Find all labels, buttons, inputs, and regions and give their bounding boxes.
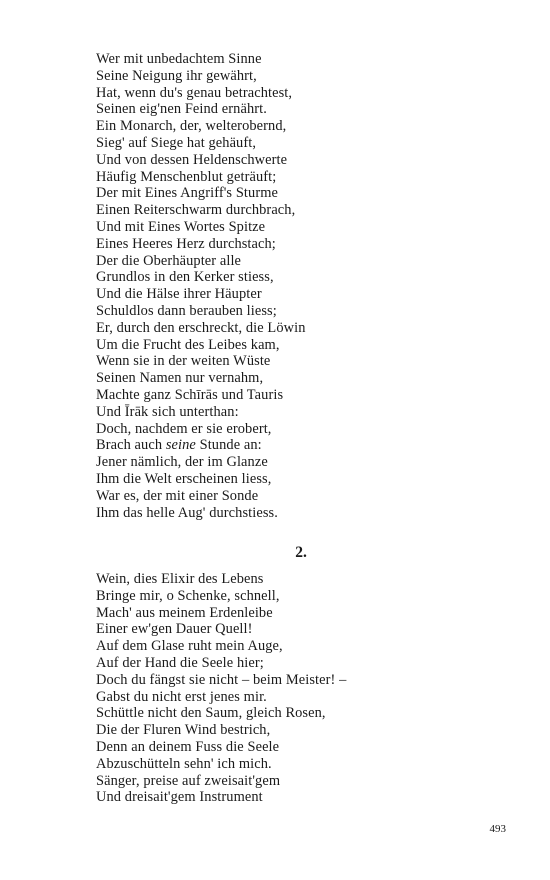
verse-line: Ein Monarch, der, welterobernd, — [96, 118, 287, 135]
verse-line: Sänger, preise auf zweisait'gem — [96, 772, 281, 789]
verse-line: Sieg' auf Siege hat gehäuft, — [96, 134, 257, 151]
verse-line: Wein, dies Elixir des Lebens — [96, 571, 264, 587]
verse-line: Mach' aus meinem Erdenleibe — [96, 604, 273, 621]
verse-line: Wenn sie in der weiten Wüste — [96, 353, 271, 370]
verse-line: Ihm das helle Aug' durchstiess. — [96, 504, 278, 521]
verse-line: Auf dem Glase ruht mein Auge, — [96, 638, 283, 655]
verse-line: Bringe mir, o Schenke, schnell, — [96, 587, 280, 604]
section-number: 2. — [295, 544, 307, 561]
verse-line: Ihm die Welt erscheinen liess, — [96, 470, 272, 487]
verse-line: Der die Oberhäupter alle — [96, 252, 242, 269]
verse-text: Stunde an: — [195, 437, 262, 454]
verse-line: Schuldlos dann berauben liess; — [96, 302, 277, 319]
verse-line: Doch du fängst sie nicht – beim Meister! – — [96, 671, 347, 688]
emphasized-word: seine — [165, 437, 196, 454]
verse-line: Und von dessen Heldenschwerte — [96, 151, 288, 168]
verse-line: Grundlos in den Kerker stiess, — [96, 269, 274, 286]
verse-text: Brach auch — [96, 437, 166, 454]
verse-line — [96, 437, 496, 454]
verse-line: Einen Reiterschwarm durchbrach, — [96, 202, 296, 219]
verse-line: Jener nämlich, der im Glanze — [96, 454, 268, 471]
verse-line: Die der Fluren Wind bestrich, — [96, 722, 271, 739]
verse-line: Gabst du nicht erst jenes mir. — [96, 688, 267, 705]
verse-line: Und Īrāk sich unterthan: — [96, 403, 239, 420]
verse-line: Doch, nachdem er sie erobert, — [96, 420, 272, 437]
verse-line: Um die Frucht des Leibes kam, — [96, 336, 280, 353]
verse-line: Eines Heeres Herz durchstach; — [96, 235, 276, 252]
verse-line: War es, der mit einer Sonde — [96, 487, 259, 504]
verse-line: Und mit Eines Wortes Spitze — [96, 218, 266, 235]
verse-line: Schüttle nicht den Saum, gleich Rosen, — [96, 705, 326, 722]
verse-line: Und dreisait'gem Instrument — [96, 789, 263, 806]
verse-line: Denn an deinem Fuss die Seele — [96, 738, 280, 755]
verse-line: Der mit Eines Angriff's Sturme — [96, 185, 278, 202]
verse-line: Er, durch den erschreckt, die Löwin — [96, 319, 306, 336]
page-number: 493 — [489, 823, 506, 835]
poem-stanza-2 — [96, 571, 496, 806]
verse-line: Wer mit unbedachtem Sinne — [96, 51, 262, 67]
verse-line: Häufig Menschenblut geträuft; — [96, 168, 277, 185]
verse-line: Hat, wenn du's genau betrachtest, — [96, 84, 293, 101]
verse-line: Auf der Hand die Seele hier; — [96, 654, 264, 671]
verse-line: Seine Neigung ihr gewährt, — [96, 67, 257, 84]
verse-line: Und die Hälse ihrer Häupter — [96, 286, 262, 303]
verse-line: Seinen eig'nen Feind ernährt. — [96, 101, 267, 118]
verse-line: Abzuschütteln sehn' ich mich. — [96, 755, 272, 772]
verse-line: Einer ew'gen Dauer Quell! — [96, 621, 253, 638]
verse-line: Machte ganz Schīrās und Tauris — [96, 386, 284, 403]
poem-stanza-1 — [96, 51, 496, 521]
verse-line: Seinen Namen nur vernahm, — [96, 370, 264, 387]
